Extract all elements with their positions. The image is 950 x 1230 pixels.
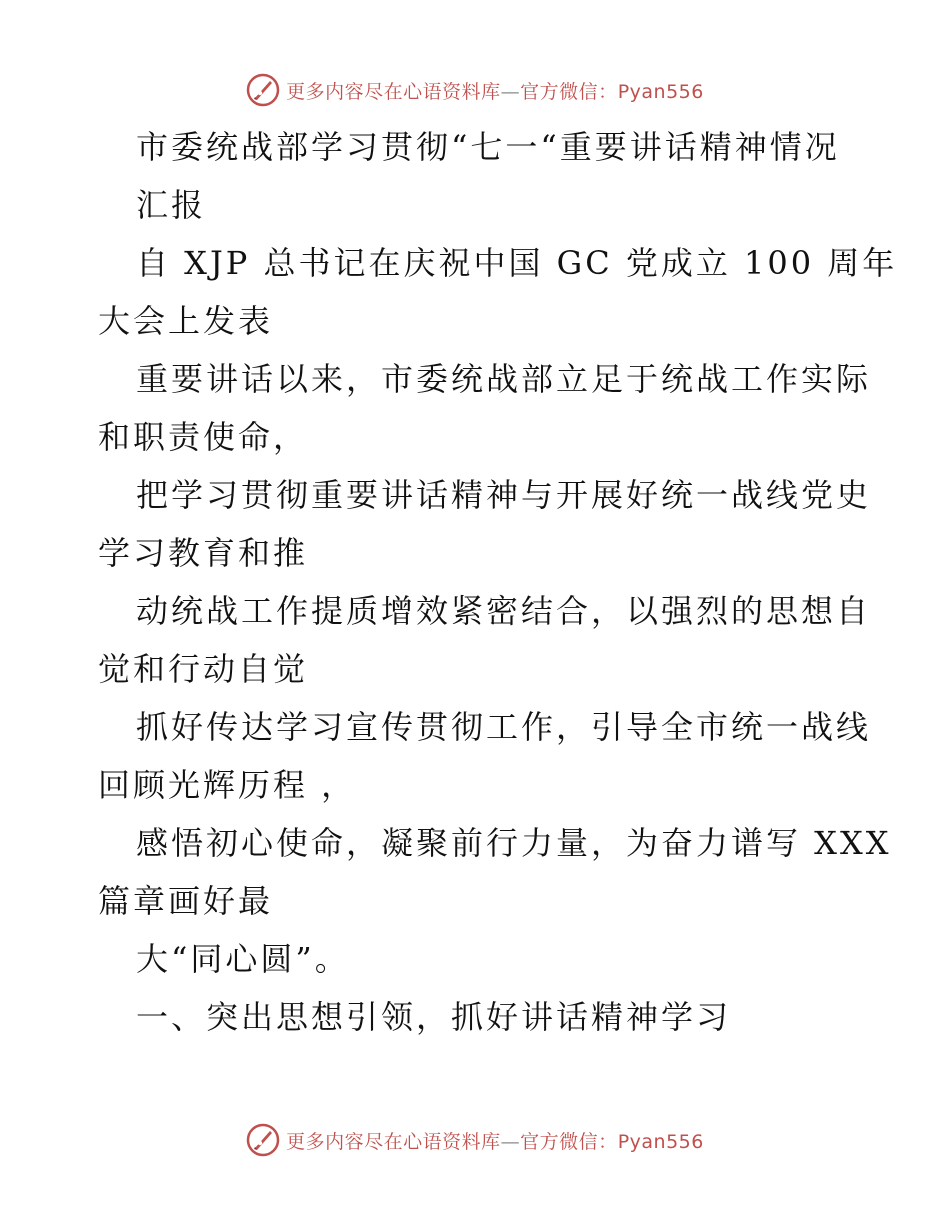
quill-logo-icon xyxy=(246,73,280,107)
quill-logo-icon xyxy=(246,1123,280,1157)
watermark-brand: Pyan556 xyxy=(617,80,704,103)
text-line: 动统战工作提质增效紧密结合，以强烈的思想自 xyxy=(136,592,872,630)
footer-watermark xyxy=(0,1120,950,1160)
document-body xyxy=(98,118,898,1046)
watermark-separator: — xyxy=(500,1130,521,1153)
text-line: 把学习贯彻重要讲话精神与开展好统一战线党史 xyxy=(136,476,872,514)
text-line: 篇章画好最 xyxy=(98,882,274,920)
watermark-main-text: 更多内容尽在心语资料库 xyxy=(286,80,501,103)
section-heading: 一、突出思想引领，抓好讲话精神学习 xyxy=(136,998,732,1036)
text-line: 回顾光辉历程 ， xyxy=(98,766,357,804)
watermark-wechat-label: 官方微信： xyxy=(520,1130,618,1153)
watermark-wechat-label: 官方微信： xyxy=(520,80,618,103)
text-line: 感悟初心使命，凝聚前行力量，为奋力谱写 XXX xyxy=(136,824,892,862)
footer-watermark-inner xyxy=(246,1123,704,1157)
text-line: 和职责使命， xyxy=(98,418,309,456)
header-watermark-text xyxy=(286,77,704,104)
text-line: 重要讲话以来，市委统战部立足于统战工作实际 xyxy=(136,360,872,398)
text-line: 大“同心圆”。 xyxy=(136,940,350,978)
footer-watermark-text xyxy=(286,1127,704,1154)
text-line: 大会上发表 xyxy=(98,302,274,340)
text-line: 汇报 xyxy=(136,186,207,224)
watermark-brand: Pyan556 xyxy=(617,1130,704,1153)
header-watermark-inner xyxy=(246,73,704,107)
text-line: 学习教育和推 xyxy=(98,534,309,572)
watermark-separator: — xyxy=(500,80,521,103)
text-line: 自 XJP 总书记在庆祝中国 GC 党成立 100 周年 xyxy=(136,244,898,282)
text-line: 抓好传达学习宣传贯彻工作，引导全市统一战线 xyxy=(136,708,872,746)
text-line: 市委统战部学习贯彻“七一“重要讲话精神情况 xyxy=(136,128,840,166)
watermark-main-text: 更多内容尽在心语资料库 xyxy=(286,1130,501,1153)
text-line: 觉和行动自觉 xyxy=(98,650,309,688)
header-watermark xyxy=(0,70,950,110)
